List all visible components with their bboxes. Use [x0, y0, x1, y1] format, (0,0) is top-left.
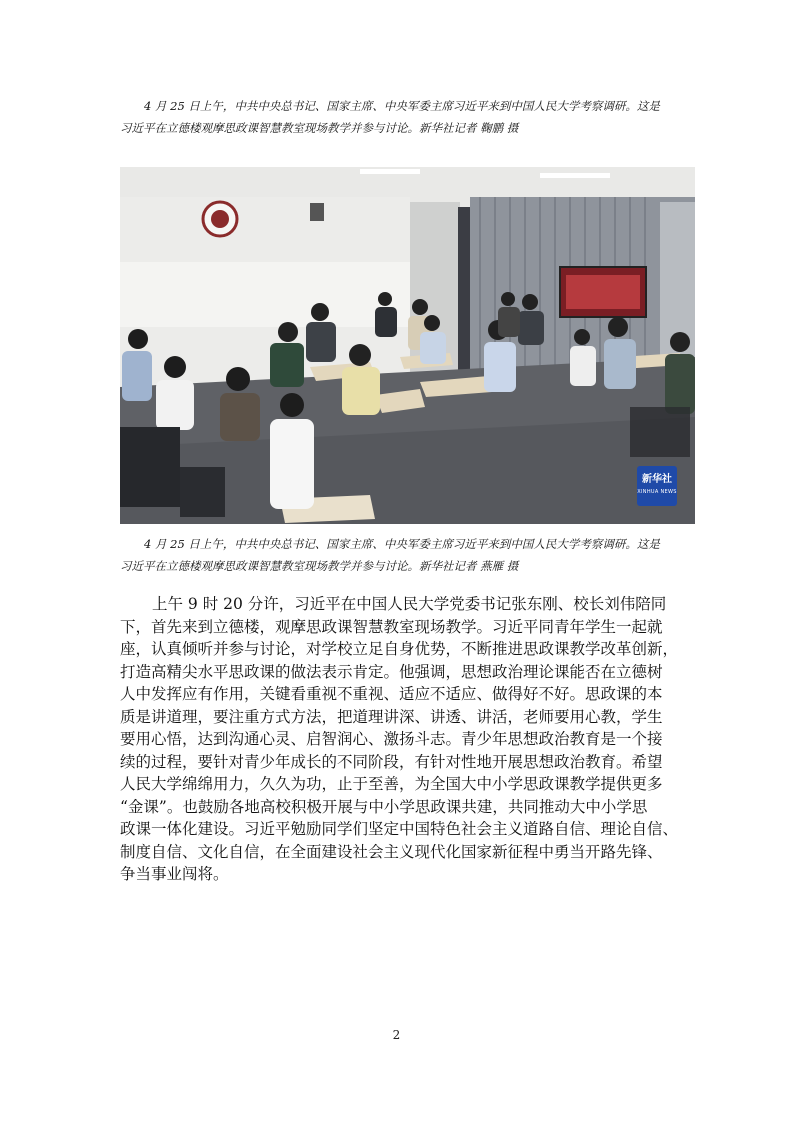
paragraph-line: 制度自信、文化自信，在全面建设社会主义现代化国家新征程中勇当开路先锋、	[120, 842, 663, 861]
paragraph-line: 下，首先来到立德楼，观摩思政课智慧教室现场教学。习近平同青年学生一起就	[120, 617, 663, 636]
caption-line: 习近平在立德楼观摩思政课智慧教室现场教学并参与讨论。新华社记者 燕雁 摄	[120, 559, 519, 573]
photo-caption-top	[120, 95, 680, 139]
paragraph-line: 续的过程，要针对青少年成长的不同阶段，有针对性地开展思想政治教育。希望	[120, 752, 663, 771]
paragraph-line: “金课”。也鼓励各地高校积极开展与中小学思政课共建，共同推动大中小学思	[120, 797, 648, 816]
photo-caption-bottom	[120, 533, 680, 577]
classroom-photo	[120, 167, 695, 524]
paragraph-line: 争当事业闯将。	[120, 865, 229, 883]
paragraph-line: 座，认真倾听并参与讨论，对学校立足自身优势，不断推进思政课教学改革创新，	[120, 640, 679, 658]
paragraph-line: 人中发挥应有作用，关键看重视不重视、适应不适应、做得好不好。思政课的本	[120, 685, 663, 703]
article-paragraph	[120, 593, 679, 886]
paragraph-line: 人民大学绵绵用力，久久为功，止于至善，为全国大中小学思政课教学提供更多	[120, 775, 663, 793]
paragraph-line: 打造高精尖水平思政课的做法表示肯定。他强调，思想政治理论课能否在立德树	[120, 662, 663, 681]
caption-line: 习近平在立德楼观摩思政课智慧教室现场教学并参与讨论。新华社记者 鞠鹏 摄	[120, 121, 519, 135]
page-number: 2	[392, 1028, 401, 1042]
classroom-photo-drawing	[120, 167, 695, 524]
paragraph-line: 要用心悟，达到沟通心灵、启智润心、激扬斗志。青少年思想政治教育是一个接	[120, 730, 663, 748]
xinhua-logo	[637, 466, 677, 506]
paragraph-line: 上午 9 时 20 分许，习近平在中国人民大学党委书记张东刚、校长刘伟陪同	[152, 595, 667, 613]
logo-sub-text: XINHUA NEWS	[637, 489, 677, 495]
caption-line: 4 月 25 日上午，中共中央总书记、国家主席、中央军委主席习近平来到中国人民大学考察调研。这是	[144, 99, 660, 113]
caption-line: 4 月 25 日上午，中共中央总书记、国家主席、中央军委主席习近平来到中国人民大学考察调研。这是	[144, 537, 660, 551]
logo-main-text: 新华社	[642, 474, 672, 485]
paragraph-line: 政课一体化建设。习近平勉励同学们坚定中国特色社会主义道路自信、理论自信、	[120, 820, 679, 838]
paragraph-line: 质是讲道理，要注重方式方法，把道理讲深、讲透、讲活，老师要用心教，学生	[120, 707, 663, 726]
